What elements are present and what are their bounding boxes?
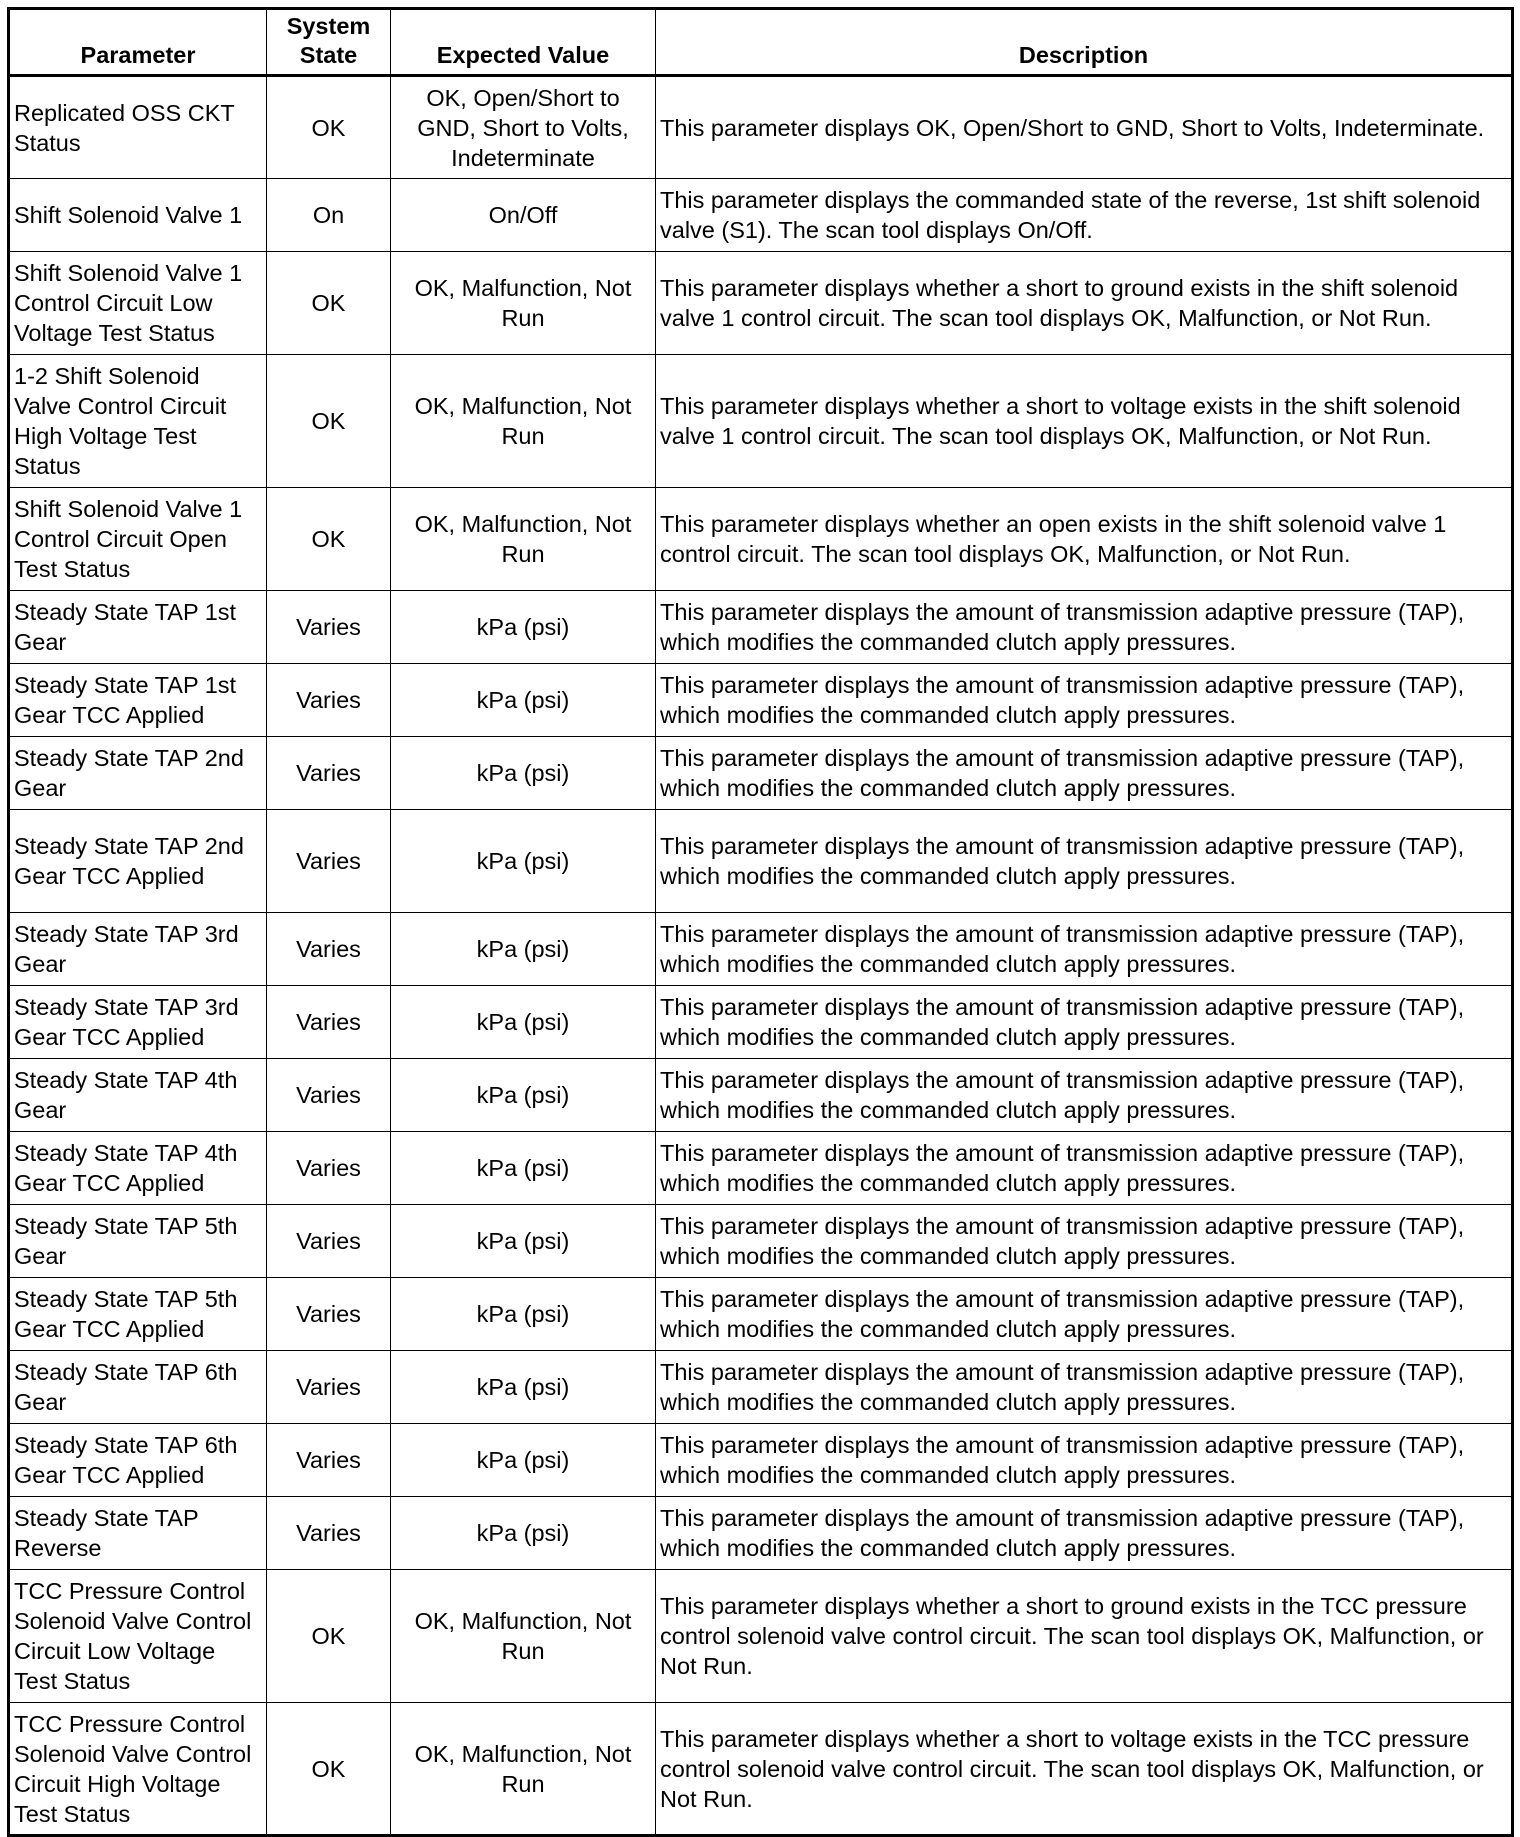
table-row <box>9 591 1513 664</box>
cell-expected-value: OK, Malfunction, Not Run <box>391 1570 656 1703</box>
cell-description: This parameter displays the amount of transmission adaptive pressure (TAP), which modifies the commanded clutch apply pressures. <box>656 1424 1513 1497</box>
cell-parameter: Steady State TAP 2nd Gear TCC Applied <box>9 810 267 913</box>
cell-expected-value: kPa (psi) <box>391 1059 656 1132</box>
cell-description: This parameter displays the amount of transmission adaptive pressure (TAP), which modifies the commanded clutch apply pressures. <box>656 1351 1513 1424</box>
cell-expected-value: kPa (psi) <box>391 810 656 913</box>
cell-parameter: TCC Pressure Control Solenoid Valve Control Circuit High Voltage Test Status <box>9 1703 267 1836</box>
table-row <box>9 1059 1513 1132</box>
table-row <box>9 76 1513 179</box>
cell-expected-value: kPa (psi) <box>391 664 656 737</box>
cell-expected-value: kPa (psi) <box>391 913 656 986</box>
cell-system-state: Varies <box>267 737 391 810</box>
table-row <box>9 179 1513 252</box>
cell-system-state: OK <box>267 1570 391 1703</box>
table-row <box>9 737 1513 810</box>
table-header-row <box>9 9 1513 76</box>
cell-system-state: OK <box>267 252 391 355</box>
cell-description: This parameter displays the amount of transmission adaptive pressure (TAP), which modifies the commanded clutch apply pressures. <box>656 1205 1513 1278</box>
cell-parameter: Steady State TAP 5th Gear <box>9 1205 267 1278</box>
cell-description: This parameter displays the amount of transmission adaptive pressure (TAP), which modifies the commanded clutch apply pressures. <box>656 1059 1513 1132</box>
cell-system-state: Varies <box>267 1205 391 1278</box>
cell-description: This parameter displays the amount of transmission adaptive pressure (TAP), which modifies the commanded clutch apply pressures. <box>656 737 1513 810</box>
table-row <box>9 1570 1513 1703</box>
table-row <box>9 986 1513 1059</box>
cell-description: This parameter displays the amount of transmission adaptive pressure (TAP), which modifies the commanded clutch apply pressures. <box>656 664 1513 737</box>
cell-system-state: Varies <box>267 591 391 664</box>
cell-expected-value: kPa (psi) <box>391 1424 656 1497</box>
cell-description: This parameter displays OK, Open/Short to GND, Short to Volts, Indeterminate. <box>656 76 1513 179</box>
cell-system-state: Varies <box>267 1497 391 1570</box>
header-parameter: Parameter <box>9 9 267 76</box>
cell-expected-value: kPa (psi) <box>391 986 656 1059</box>
cell-parameter: Steady State TAP 4th Gear TCC Applied <box>9 1132 267 1205</box>
cell-description: This parameter displays the amount of transmission adaptive pressure (TAP), which modifies the commanded clutch apply pressures. <box>656 1278 1513 1351</box>
cell-system-state: Varies <box>267 986 391 1059</box>
cell-expected-value: kPa (psi) <box>391 1497 656 1570</box>
cell-parameter: Shift Solenoid Valve 1 Control Circuit Low Voltage Test Status <box>9 252 267 355</box>
header-system-state: System State <box>267 9 391 76</box>
cell-expected-value: OK, Malfunction, Not Run <box>391 252 656 355</box>
table-row <box>9 1424 1513 1497</box>
header-expected-value: Expected Value <box>391 9 656 76</box>
cell-expected-value: OK, Malfunction, Not Run <box>391 1703 656 1836</box>
cell-parameter: 1-2 Shift Solenoid Valve Control Circuit High Voltage Test Status <box>9 355 267 488</box>
cell-description: This parameter displays whether a short to voltage exists in the TCC pressure control solenoid valve control circuit. The scan tool displays OK, Malfunction, or Not Run. <box>656 1703 1513 1836</box>
cell-parameter: Steady State TAP 6th Gear TCC Applied <box>9 1424 267 1497</box>
cell-description: This parameter displays the commanded state of the reverse, 1st shift solenoid valve (S1). The scan tool displays On/Off. <box>656 179 1513 252</box>
cell-parameter: Steady State TAP 6th Gear <box>9 1351 267 1424</box>
cell-parameter: Steady State TAP 1st Gear <box>9 591 267 664</box>
cell-parameter: Shift Solenoid Valve 1 <box>9 179 267 252</box>
table-row <box>9 1703 1513 1836</box>
table-row <box>9 664 1513 737</box>
table-row <box>9 252 1513 355</box>
table-row <box>9 913 1513 986</box>
cell-description: This parameter displays whether an open exists in the shift solenoid valve 1 control circuit. The scan tool displays OK, Malfunction, or Not Run. <box>656 488 1513 591</box>
table-row <box>9 1205 1513 1278</box>
table-row <box>9 1497 1513 1570</box>
cell-expected-value: OK, Malfunction, Not Run <box>391 355 656 488</box>
table-row <box>9 488 1513 591</box>
parameter-table <box>7 7 1514 1837</box>
cell-system-state: Varies <box>267 913 391 986</box>
cell-parameter: Steady State TAP 5th Gear TCC Applied <box>9 1278 267 1351</box>
table-row <box>9 810 1513 913</box>
table-row <box>9 1351 1513 1424</box>
table-row <box>9 1278 1513 1351</box>
cell-expected-value: On/Off <box>391 179 656 252</box>
cell-description: This parameter displays whether a short to ground exists in the shift solenoid valve 1 control circuit. The scan tool displays OK, Malfunction, or Not Run. <box>656 252 1513 355</box>
cell-expected-value: OK, Open/Short to GND, Short to Volts, Indeterminate <box>391 76 656 179</box>
cell-parameter: Steady State TAP 4th Gear <box>9 1059 267 1132</box>
cell-parameter: Replicated OSS CKT Status <box>9 76 267 179</box>
cell-description: This parameter displays whether a short to voltage exists in the shift solenoid valve 1 control circuit. The scan tool displays OK, Malfunction, or Not Run. <box>656 355 1513 488</box>
cell-expected-value: kPa (psi) <box>391 1351 656 1424</box>
cell-system-state: Varies <box>267 664 391 737</box>
cell-expected-value: kPa (psi) <box>391 1205 656 1278</box>
cell-parameter: Steady State TAP Reverse <box>9 1497 267 1570</box>
cell-system-state: Varies <box>267 1351 391 1424</box>
cell-description: This parameter displays the amount of transmission adaptive pressure (TAP), which modifies the commanded clutch apply pressures. <box>656 1497 1513 1570</box>
cell-system-state: Varies <box>267 1278 391 1351</box>
cell-expected-value: kPa (psi) <box>391 1278 656 1351</box>
cell-description: This parameter displays whether a short to ground exists in the TCC pressure control solenoid valve control circuit. The scan tool displays OK, Malfunction, or Not Run. <box>656 1570 1513 1703</box>
cell-system-state: OK <box>267 355 391 488</box>
table-body <box>9 76 1513 1836</box>
cell-expected-value: kPa (psi) <box>391 737 656 810</box>
cell-parameter: Steady State TAP 3rd Gear TCC Applied <box>9 986 267 1059</box>
cell-system-state: OK <box>267 488 391 591</box>
cell-expected-value: OK, Malfunction, Not Run <box>391 488 656 591</box>
cell-system-state: Varies <box>267 1424 391 1497</box>
cell-system-state: On <box>267 179 391 252</box>
table-row <box>9 1132 1513 1205</box>
cell-system-state: Varies <box>267 1132 391 1205</box>
header-description: Description <box>656 9 1513 76</box>
cell-system-state: Varies <box>267 1059 391 1132</box>
cell-parameter: Steady State TAP 1st Gear TCC Applied <box>9 664 267 737</box>
cell-parameter: Steady State TAP 3rd Gear <box>9 913 267 986</box>
cell-system-state: OK <box>267 1703 391 1836</box>
cell-parameter: TCC Pressure Control Solenoid Valve Control Circuit Low Voltage Test Status <box>9 1570 267 1703</box>
cell-expected-value: kPa (psi) <box>391 1132 656 1205</box>
table-row <box>9 355 1513 488</box>
cell-description: This parameter displays the amount of transmission adaptive pressure (TAP), which modifies the commanded clutch apply pressures. <box>656 591 1513 664</box>
cell-description: This parameter displays the amount of transmission adaptive pressure (TAP), which modifies the commanded clutch apply pressures. <box>656 1132 1513 1205</box>
cell-expected-value: kPa (psi) <box>391 591 656 664</box>
cell-description: This parameter displays the amount of transmission adaptive pressure (TAP), which modifies the commanded clutch apply pressures. <box>656 986 1513 1059</box>
cell-parameter: Steady State TAP 2nd Gear <box>9 737 267 810</box>
cell-description: This parameter displays the amount of transmission adaptive pressure (TAP), which modifies the commanded clutch apply pressures. <box>656 810 1513 913</box>
cell-parameter: Shift Solenoid Valve 1 Control Circuit Open Test Status <box>9 488 267 591</box>
cell-system-state: Varies <box>267 810 391 913</box>
cell-system-state: OK <box>267 76 391 179</box>
cell-description: This parameter displays the amount of transmission adaptive pressure (TAP), which modifies the commanded clutch apply pressures. <box>656 913 1513 986</box>
